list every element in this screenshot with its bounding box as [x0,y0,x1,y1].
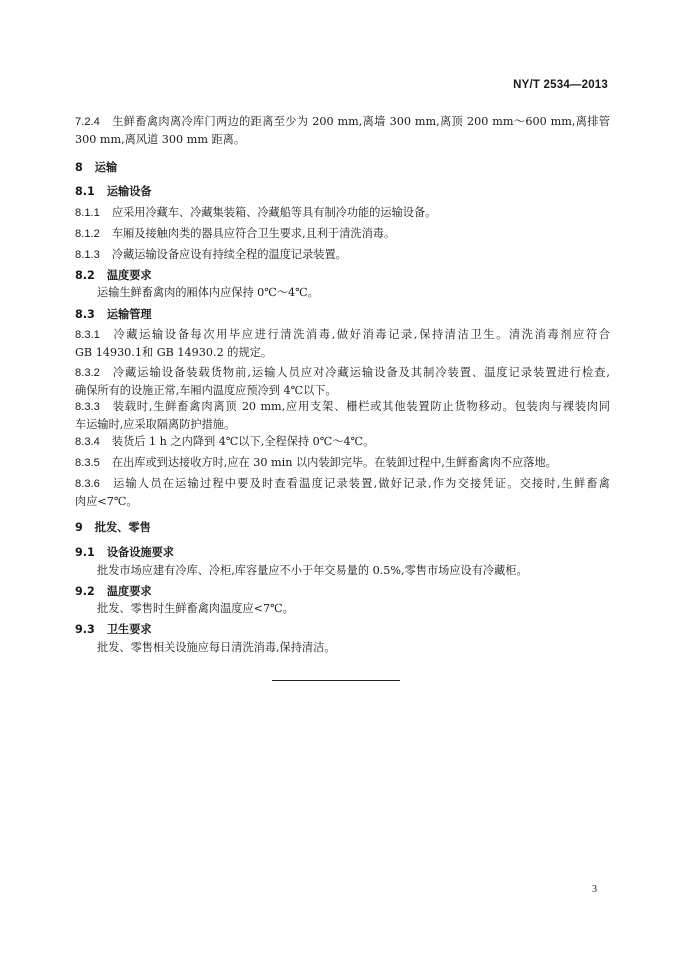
clause-9-1-text [75,563,632,579]
clause-8-3-6 [75,476,610,510]
clause-text-cont: 肉应<7℃。 [75,495,138,508]
clause-8-3-2 [75,365,610,399]
section-title: 运输管理 [106,308,152,321]
clause-8-2-text [75,285,632,301]
clause-8-3-5 [75,455,610,471]
end-rule [272,680,400,681]
section-number: 9.1 [75,546,95,559]
clause-text: 运输生鲜畜禽肉的厢体内应保持 0℃～4℃。 [97,286,319,299]
clause-number: 7.2.4 [75,116,100,128]
section-9-2-heading [75,584,610,600]
clause-text: 冷藏运输设备应设有持续全程的温度记录装置。 [111,248,347,261]
section-number: 8 [75,161,83,174]
section-number: 8.3 [75,308,95,321]
section-number: 9.3 [75,623,95,636]
section-title: 卫生要求 [106,623,152,636]
clause-number: 8.3.1 [75,329,100,341]
section-number: 9.2 [75,585,95,598]
section-8-3-heading [75,307,610,323]
clause-number: 8.1.1 [75,207,100,219]
section-9-3-heading [75,622,610,638]
clause-8-1-2 [75,226,610,242]
clause-text: 装货后 1 h 之内降到 4℃以下,全程保持 0℃～4℃。 [111,435,375,448]
clause-number: 8.3.2 [75,367,100,379]
section-title: 设备设施要求 [106,546,174,559]
section-8-heading [75,160,610,176]
clause-8-1-1 [75,205,610,221]
section-number: 8.1 [75,185,95,198]
clause-text: 运输人员在运输过程中要及时查看温度记录装置,做好记录,作为交接凭证。交接时,生鲜畜禽 [111,477,610,490]
clause-text: 批发市场应建有冷库、冷柜,库容量应不小于年交易量的 0.5%,零售市场应设有冷藏柜。 [97,564,528,577]
clause-text: 车厢及接触肉类的器具应符合卫生要求,且利于清洗消毒。 [111,227,396,240]
section-title: 运输 [94,161,118,174]
clause-number: 8.3.4 [75,436,100,448]
clause-text: 批发、零售相关设施应每日清洗消毒,保持清洁。 [97,641,336,654]
page-number: 3 [592,884,597,895]
clause-text: 生鲜畜禽肉离冷库门两边的距离至少为 200 mm,离墙 300 mm,离顶 200 mm～600 mm,离排管 [111,115,610,128]
clause-text: 在出库或到达接收方时,应在 30 min 以内装卸完毕。在装卸过程中,生鲜畜禽肉不应落地。 [111,456,557,469]
clause-text: 冷藏运输设备每次用毕应进行清洗消毒,做好消毒记录,保持清洁卫生。清洗消毒剂应符合 [111,328,610,341]
clause-text-cont: 车运输时,应采取隔离防护措施。 [75,418,236,431]
clause-text-cont: 300 mm,离风道 300 mm 距离。 [75,133,246,146]
section-8-2-heading [75,268,610,284]
clause-9-3-text [75,640,632,656]
clause-8-3-4 [75,434,610,450]
clause-text-cont: GB 14930.1和 GB 14930.2 的规定。 [75,346,273,359]
section-number: 8.2 [75,269,95,282]
clause-number: 8.1.2 [75,228,100,240]
clause-text-cont: 确保所有的设施正常,车厢内温度应预冷到 4℃以下。 [75,384,337,397]
section-title: 温度要求 [106,585,152,598]
section-title: 运输设备 [106,185,152,198]
clause-text: 批发、零售时生鲜畜禽肉温度应<7℃。 [97,602,294,615]
clause-9-2-text [75,601,632,617]
section-9-heading [75,520,610,536]
section-8-1-heading [75,184,610,200]
section-title: 温度要求 [106,269,152,282]
section-number: 9 [75,521,83,534]
clause-text: 装载时,生鲜畜禽肉离顶 20 mm,应用支架、栅栏或其他装置防止货物移动。包装肉与裸装肉同 [111,400,610,413]
clause-number: 8.1.3 [75,249,100,261]
section-title: 批发、零售 [94,521,151,534]
section-9-1-heading [75,545,610,561]
clause-8-1-3 [75,247,610,263]
clause-number: 8.3.3 [75,401,100,413]
clause-number: 8.3.6 [75,478,100,490]
standard-number: NY/T 2534—2013 [513,79,608,91]
clause-8-3-3 [75,399,610,433]
clause-8-3-1 [75,327,610,361]
clause-text: 应采用冷藏车、冷藏集装箱、冷藏船等具有制冷功能的运输设备。 [111,206,437,219]
clause-text: 冷藏运输设备装载货物前,运输人员应对冷藏运输设备及其制冷装置、温度记录装置进行检查, [111,366,610,379]
clause-7-2-4 [75,114,610,148]
clause-number: 8.3.5 [75,457,100,469]
